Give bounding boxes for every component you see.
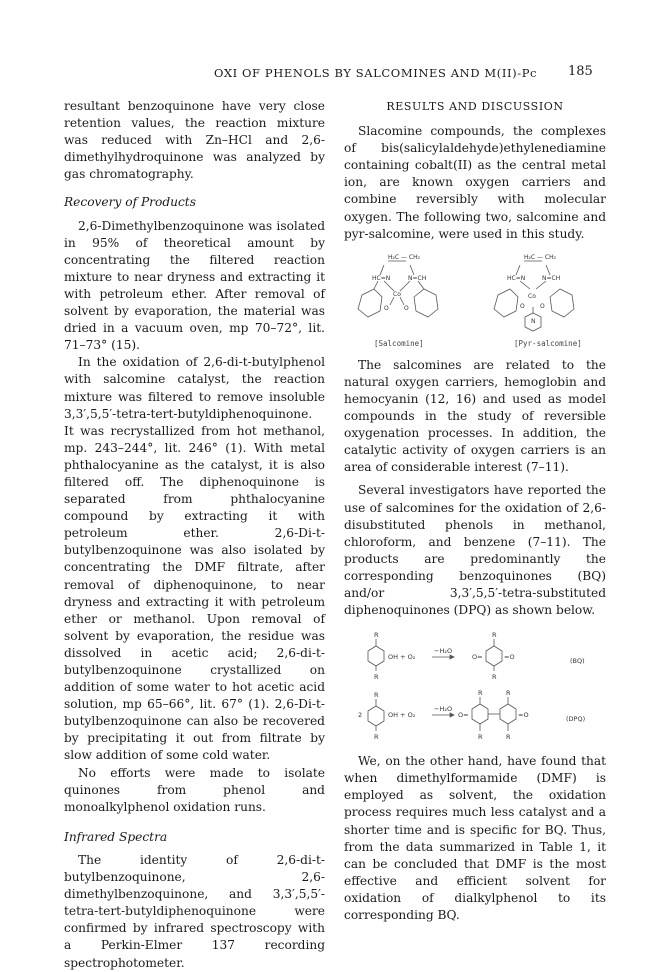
svg-text:R: R (374, 631, 379, 640)
svg-text:R: R (478, 689, 483, 698)
svg-text:N=CH: N=CH (542, 274, 561, 282)
svg-text:R: R (506, 689, 511, 698)
svg-text:HC=N: HC=N (372, 274, 391, 282)
svg-text:2: 2 (358, 711, 363, 720)
svg-text:HC=N: HC=N (507, 274, 526, 282)
svg-text:R: R (374, 673, 379, 682)
svg-text:OH + O₂: OH + O₂ (388, 653, 416, 662)
paragraph: We, on the other hand, have found that when dimethylformamide (DMF) is employed as solvent, the oxidation process requires much less catalyst and a shorter time and is specific for BQ. Thus, from the data summarized in Table 1, it can be concluded that DMF is the most effective and efficient solvent for oxidation of dialkylphenol to its corresponding BQ. (344, 754, 606, 922)
svg-text:N=CH: N=CH (408, 274, 427, 282)
svg-text:R: R (374, 691, 379, 700)
salcomine-structure-drawings (344, 247, 606, 335)
svg-text:R: R (374, 733, 379, 742)
bq-label: (BQ) (570, 657, 585, 666)
salcomine-label: [Salcomine] (374, 338, 424, 348)
svg-text:O: O (384, 304, 389, 312)
svg-text:O: O (540, 302, 545, 310)
paragraph: resultant benzoquinone have very close retention values, the reaction mixture was reduced with Zn–HCl and 2,6-dimethylhydroquinone was analyzed by gas chromatography. (64, 99, 325, 182)
svg-text:O: O (404, 304, 409, 312)
svg-text:R: R (506, 733, 511, 742)
paragraph: Slacomine compounds, the complexes of bis(salicylaldehyde)ethylenediamine containing cobalt(II) as the central metal ion, are known oxygen carriers and combine reversibly with molecular oxygen. The following two, salcomine and pyr-salcomine, were used in this study. (344, 124, 606, 241)
section-heading-infrared: Infrared Spectra (64, 829, 168, 844)
paragraph: The identity of 2,6-di-t-butylbenzoquinone, 2,6-dimethylbenzoquinone, and 3,3′,5,5′-tetra-tert-butyldiphenoquinone were confirmed by infrared spectroscopy with a Perkin-Elmer 137 recording spectrophotometer. (64, 852, 325, 970)
salcomine-structures-figure (344, 247, 606, 349)
running-head: OXI OF PHENOLS BY SALCOMINES AND M(II)-Pc (214, 66, 538, 80)
svg-text:R: R (492, 631, 497, 640)
svg-text:−H₂O: −H₂O (434, 705, 453, 714)
svg-text:H₂C — CH₂: H₂C — CH₂ (388, 253, 421, 261)
svg-text:=O: =O (504, 653, 515, 662)
svg-text:Co: Co (528, 292, 536, 300)
svg-text:R: R (492, 673, 497, 682)
svg-text:OH + O₂: OH + O₂ (388, 711, 416, 720)
svg-text:N: N (531, 317, 536, 325)
page-number: 185 (568, 64, 593, 79)
paragraph: Several investigators have reported the use of salcomines for the oxidation of 2,6-disubstituted phenols in methanol, chloroform, and benzene (7–11). The products are predominantly the corresponding benzoquinones (BQ) and/or 3,3′,5,5′-tetra-substituted diphenoquinones (DPQ) as shown below. (344, 483, 606, 618)
dpq-label: (DPQ) (566, 715, 586, 724)
paragraph: In the oxidation of 2,6-di-t-butylphenol with salcomine catalyst, the reaction mixture was filtered to remove insoluble 3,3′,5,5′-tetra-tert-butyldiphenoquinone. It was recrystallized from hot methanol, mp. 243–244°, lit. 246° (1). With metal phthalocyanine as the catalyst, it is also filtered off. The diphenoquinone is separated from phthalocyanine compound by extracting it with petroleum ether. 2,6-Di-t-butylbenzoquinone was also isolated by concentrating the DMF filtrate, after removal of diphenoquinone, to near dryness and extracting it with petroleum ether or methanol. Upon removal of solvent by evaporation, the residue was dissolved in acetic acid; 2,6-di-t-butylbenzoquinone crystallized on addition of some water to hot acetic acid solution, mp 65–66°, lit. 67° (1). 2,6-Di-t-butylbenzoquinone can also be recovered by precipitating it out from filtrate by slow addition of some cold water. (64, 355, 325, 763)
svg-text:−H₂O: −H₂O (434, 647, 453, 656)
svg-text:Co: Co (393, 290, 401, 298)
oxidation-reaction-scheme (344, 627, 606, 745)
svg-text:O: O (520, 302, 525, 310)
paragraph: 2,6-Dimethylbenzoquinone was isolated in 95% of theoretical amount by concentrating the filtered reaction mixture to near dryness and extracting it with petroleum ether. After removal of solvent by evaporation, the material was dried in a vacuum oven, mp 70–72°, lit. 71–73° (15). (64, 218, 325, 353)
right-column (344, 98, 606, 924)
paragraph: No efforts were made to isolate quinones from phenol and monoalkylphenol oxidation runs. (64, 765, 325, 814)
pyr-salcomine-label: [Pyr-salcomine] (514, 338, 582, 348)
paragraph: The salcomines are related to the natural oxygen carriers, hemoglobin and hemocyanin (12, 16) and used as model compounds in the study of reversible oxygenation processes. In addition, the catalytic activity of oxygen carriers is an area of considerable interest (7–11). (344, 357, 606, 475)
svg-text:R: R (478, 733, 483, 742)
section-heading-recovery: Recovery of Products (64, 195, 196, 210)
section-heading-results: RESULTS AND DISCUSSION (386, 100, 564, 113)
svg-text:=O: =O (518, 711, 529, 720)
svg-text:O=: O= (472, 653, 483, 662)
left-column (64, 98, 325, 972)
svg-text:H₂C — CH₂: H₂C — CH₂ (524, 253, 557, 261)
svg-text:O=: O= (458, 711, 469, 720)
